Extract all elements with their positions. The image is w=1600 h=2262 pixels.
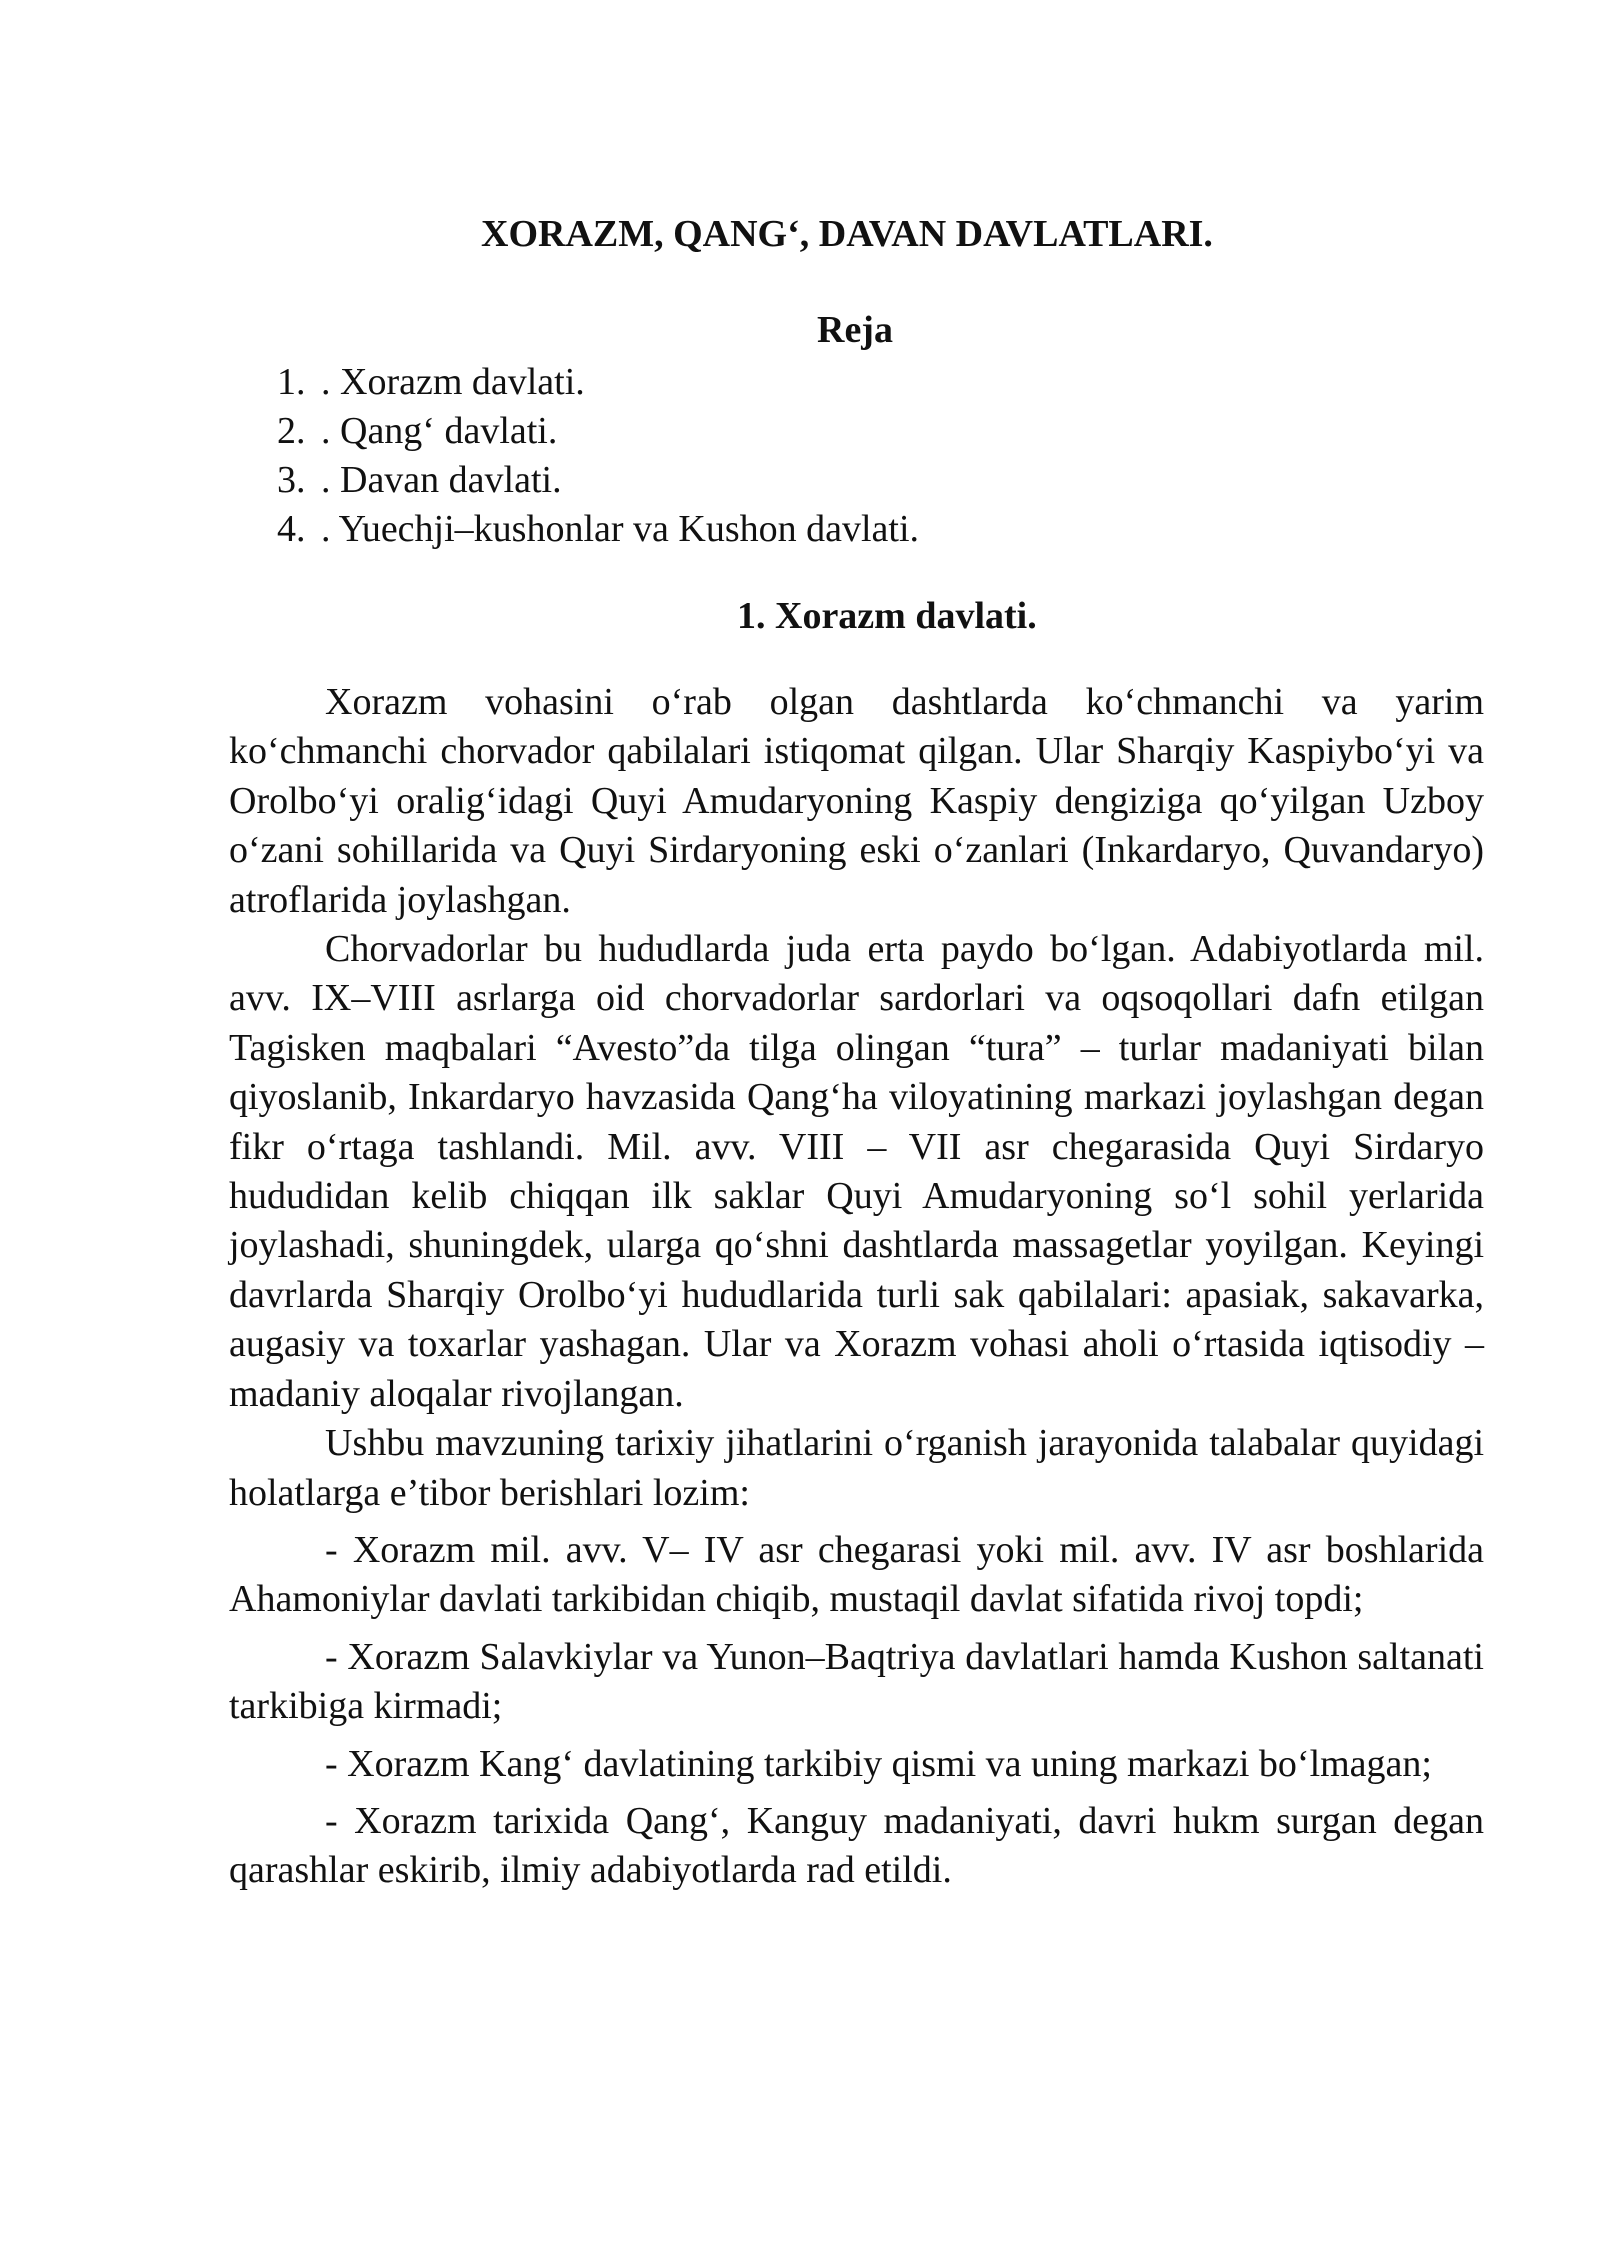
section-heading: 1. Xorazm davlati. bbox=[737, 595, 1037, 637]
plan-item bbox=[277, 456, 1484, 505]
plan-item-text: . Qang‘ davlati. bbox=[321, 410, 558, 452]
bullet-item: - Xorazm Kang‘ davlatining tarkibiy qismi va uning markazi bo‘lmagan; bbox=[325, 1742, 1432, 1785]
plan-heading: Reja bbox=[817, 309, 893, 351]
document-title: XORAZM, QANG‘, DAVAN DAVLATLARI. bbox=[481, 213, 1213, 255]
bullet-item: - Xorazm tarixida Qang‘, Kanguy madaniyati, davri hukm surgan degan qarashlar eskirib, ilmiy adabiyotlarda rad etildi. bbox=[229, 1799, 1484, 1892]
plan-item-number: 3. bbox=[277, 459, 306, 501]
plan-item bbox=[277, 407, 1484, 456]
plan-item-number: 2. bbox=[277, 410, 306, 452]
paragraph: Chorvadorlar bu hududlarda juda erta paydo bo‘lgan. Adabiyotlarda mil. avv. IX–VIII asrlarga oid chorvadorlar sardorlari va oqsoqollari dafn etilgan Tagisken maqbalari “Avesto”da tilga olingan “tura” – turlar madaniyati bilan qiyoslanib, Inkardaryo havzasida Qang‘ha viloyatining markazi joylashgan degan fikr o‘rtaga tashlandi. Mil. avv. VIII – VII asr chegarasida Quyi Sirdaryo hududidan kelib chiqqan ilk saklar Quyi Amudaryoning so‘l sohil yerlarida joylashadi, shuningdek, ularga qo‘shni dashtlarda massagetlar yoyilgan. Keyingi davrlarda Sharqiy Orolbo‘yi hududlarida turli sak qabilalari: apasiak, sakavarka, augasiy va toxarlar yashagan. Ular va Xorazm vohasi aholi o‘rtasida iqtisodiy – madaniy aloqalar rivojlangan. bbox=[229, 928, 1484, 1415]
plan-list bbox=[277, 358, 1484, 554]
plan-item-number: 1. bbox=[277, 361, 306, 403]
plan-item-text: . Xorazm davlati. bbox=[321, 361, 585, 403]
paragraph: Xorazm vohasini o‘rab olgan dashtlarda ko‘chmanchi va yarim ko‘chmanchi chorvador qabilalari istiqomat qilgan. Ular Sharqiy Kaspiybo‘yi va Orolbo‘yi oralig‘idagi Quyi Amudaryoning Kaspiy dengiziga qo‘yilgan Uzboy o‘zani sohillarida va Quyi Sirdaryoning eski o‘zanlari (Inkardaryo, Quvandaryo) atroflarida joylashgan. bbox=[229, 681, 1484, 921]
bullet-item: - Xorazm Salavkiylar va Yunon–Baqtriya davlatlari hamda Kushon saltanati tarkibiga kirmadi; bbox=[229, 1635, 1484, 1728]
plan-item-number: 4. bbox=[277, 508, 306, 550]
document-body bbox=[229, 678, 1484, 1896]
plan-item-text: . Yuechji–kushonlar va Kushon davlati. bbox=[321, 508, 920, 550]
bullet-item: - Xorazm mil. avv. V– IV asr chegarasi yoki mil. avv. IV asr boshlarida Ahamoniylar davlati tarkibidan chiqib, mustaqil davlat sifatida rivoj topdi; bbox=[229, 1528, 1484, 1621]
plan-item-text: . Davan davlati. bbox=[321, 459, 562, 501]
plan-item bbox=[277, 505, 1484, 554]
document-page bbox=[229, 190, 1484, 1896]
plan-item bbox=[277, 358, 1484, 407]
paragraph: Ushbu mavzuning tarixiy jihatlarini o‘rganish jarayonida talabalar quyidagi holatlarga e’tibor berishlari lozim: bbox=[229, 1422, 1484, 1514]
